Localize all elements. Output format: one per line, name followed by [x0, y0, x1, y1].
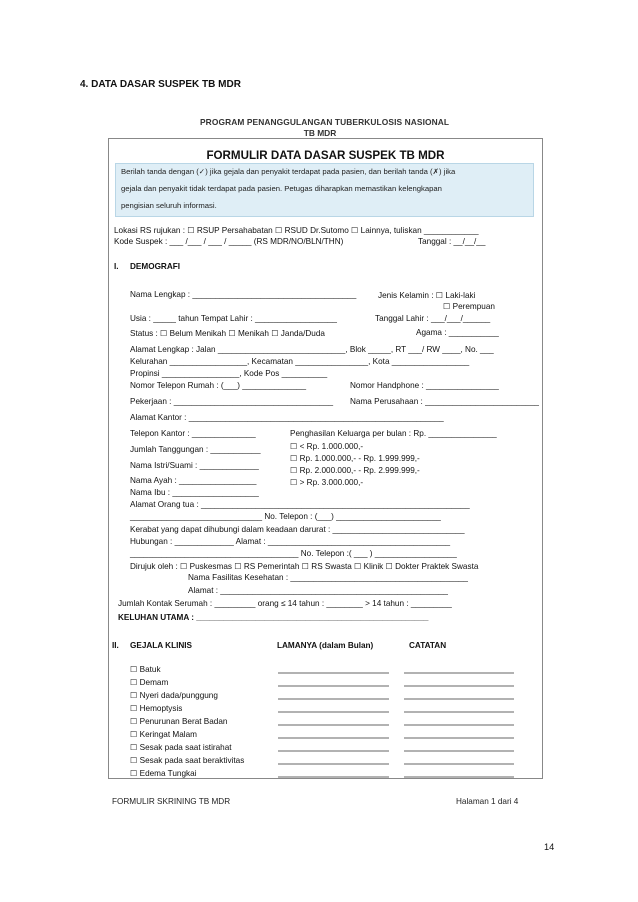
- company-name-field[interactable]: Nama Perusahaan : _________________________: [350, 397, 539, 406]
- section-title-gejala: GEJALA KLINIS: [130, 641, 193, 650]
- occupation-field[interactable]: Pekerjaan : ___________________________________: [130, 397, 334, 406]
- page-number: 14: [544, 842, 555, 852]
- symptom-checkbox[interactable]: ☐ Edema Tungkai: [130, 769, 197, 778]
- emergency-phone-field[interactable]: _____________________________________ No. Telepon :( ___ ) __________________: [130, 549, 457, 558]
- referred-by-field[interactable]: Dirujuk oleh : ☐ Puskesmas ☐ RS Pemerintah ☐ RS Swasta ☐ Klinik ☐ Dokter Praktek Swasta: [130, 562, 479, 571]
- column-notes: CATATAN: [409, 641, 447, 650]
- date-field[interactable]: Tanggal : __/__/__: [418, 237, 486, 246]
- column-duration: LAMANYA (dalam Bulan): [277, 641, 374, 650]
- instruction-line: pengisian seluruh informasi.: [121, 201, 217, 210]
- dependents-field[interactable]: Jumlah Tanggungan : ___________: [130, 445, 261, 454]
- section-number: I.: [114, 262, 119, 271]
- symptom-checkbox[interactable]: ☐ Penurunan Berat Badan: [130, 717, 228, 726]
- relationship-field[interactable]: Hubungan : _____________ Alamat : ________________________________________: [130, 537, 451, 546]
- home-phone-field[interactable]: Nomor Telepon Rumah : (___) ______________: [130, 381, 307, 390]
- symptom-checkbox[interactable]: ☐ Nyeri dada/punggung: [130, 691, 218, 700]
- suspect-code-field[interactable]: Kode Suspek : ___ /___ / ___ / _____ (RS MDR/NO/BLN/THN): [114, 237, 344, 246]
- symptom-checkbox[interactable]: ☐ Demam: [130, 678, 169, 687]
- income-field[interactable]: Penghasilan Keluarga per bulan : Rp. _______________: [290, 429, 497, 438]
- program-subtitle: TB MDR: [303, 128, 337, 138]
- age-birthplace-field[interactable]: Usia : _____ tahun Tempat Lahir : __________________: [130, 314, 337, 323]
- section-heading: 4. DATA DASAR SUSPEK TB MDR: [80, 79, 241, 90]
- full-name-field[interactable]: Nama Lengkap : ____________________________________: [130, 290, 357, 299]
- mobile-phone-field[interactable]: Nomor Handphone : ________________: [350, 381, 499, 390]
- parent-phone-field[interactable]: _____________________________ No. Telepon : (___) _______________________: [130, 512, 441, 521]
- section-title-demografi: DEMOGRAFI: [130, 262, 181, 271]
- facility-address-field[interactable]: Alamat : __________________________________________________: [188, 586, 448, 595]
- symptom-checkbox[interactable]: ☐ Sesak pada saat istirahat: [130, 743, 232, 752]
- footer-page-indicator: Halaman 1 dari 4: [456, 797, 519, 806]
- religion-field[interactable]: Agama : ___________: [416, 328, 499, 337]
- income-option-4[interactable]: ☐ > Rp. 3.000.000,-: [290, 478, 364, 487]
- gender-female-checkbox[interactable]: ☐ Perempuan: [443, 302, 495, 311]
- symptom-checkbox[interactable]: ☐ Keringat Malam: [130, 730, 197, 739]
- district-field[interactable]: Kelurahan _________________, Kecamatan ________________, Kota _________________: [130, 357, 470, 366]
- symptom-checkbox[interactable]: ☐ Hemoptysis: [130, 704, 183, 713]
- parent-address-field[interactable]: Alamat Orang tua : ___________________________________________________________: [130, 500, 470, 509]
- province-field[interactable]: Propinsi _________________, Kode Pos __________: [130, 369, 328, 378]
- symptom-checkbox[interactable]: ☐ Sesak pada saat beraktivitas: [130, 756, 245, 765]
- mother-name-field[interactable]: Nama Ibu : ___________________: [130, 488, 259, 497]
- income-option-3[interactable]: ☐ Rp. 2.000.000,- - Rp. 2.999.999,-: [290, 466, 420, 475]
- main-complaint-field[interactable]: KELUHAN UTAMA : ___________________________________________________: [118, 613, 429, 622]
- spouse-name-field[interactable]: Nama Istri/Suami : _____________: [130, 461, 259, 470]
- office-phone-field[interactable]: Telepon Kantor : ______________: [130, 429, 256, 438]
- household-contacts-field[interactable]: Jumlah Kontak Serumah : _________ orang ≤ 14 tahun : ________ > 14 tahun : _________: [118, 599, 452, 608]
- birthdate-field[interactable]: Tanggal Lahir : ___/___/______: [375, 314, 491, 323]
- gender-male-checkbox[interactable]: Jenis Kelamin : ☐ Laki-laki: [378, 291, 476, 300]
- income-option-2[interactable]: ☐ Rp. 1.000.000,- - Rp. 1.999.999,-: [290, 454, 420, 463]
- address-field[interactable]: Alamat Lengkap : Jalan ____________________________, Blok _____, RT ___/ RW ____, No. ___: [130, 345, 494, 354]
- footer-form-name: FORMULIR SKRINING TB MDR: [112, 797, 231, 806]
- father-name-field[interactable]: Nama Ayah : _________________: [130, 476, 257, 485]
- office-address-field[interactable]: Alamat Kantor : ________________________________________________________: [130, 413, 444, 422]
- instruction-line: Berilah tanda dengan (✓) jika gejala dan penyakit terdapat pada pasien, dan berilah tanda (✗) jika: [121, 167, 456, 176]
- income-option-1[interactable]: ☐ < Rp. 1.000.000,-: [290, 442, 364, 451]
- facility-name-field[interactable]: Nama Fasilitas Kesehatan : _______________________________________: [188, 573, 468, 582]
- section-number: II.: [112, 641, 119, 650]
- program-title: PROGRAM PENANGGULANGAN TUBERKULOSIS NASIONAL: [200, 117, 450, 127]
- symptom-checkbox[interactable]: ☐ Batuk: [130, 665, 161, 674]
- instruction-line: gejala dan penyakit tidak terdapat pada pasien. Petugas diharapkan memastikan kelengkapan: [121, 184, 442, 193]
- referral-location-field[interactable]: Lokasi RS rujukan : ☐ RSUP Persahabatan ☐ RSUD Dr.Sutomo ☐ Lainnya, tuliskan ____________: [114, 226, 479, 235]
- emergency-contact-field[interactable]: Kerabat yang dapat dihubungi dalam keadaan darurat : _____________________________: [130, 525, 465, 534]
- form-title: FORMULIR DATA DASAR SUSPEK TB MDR: [206, 149, 445, 162]
- marital-status-field[interactable]: Status : ☐ Belum Menikah ☐ Menikah ☐ Janda/Duda: [130, 329, 325, 338]
